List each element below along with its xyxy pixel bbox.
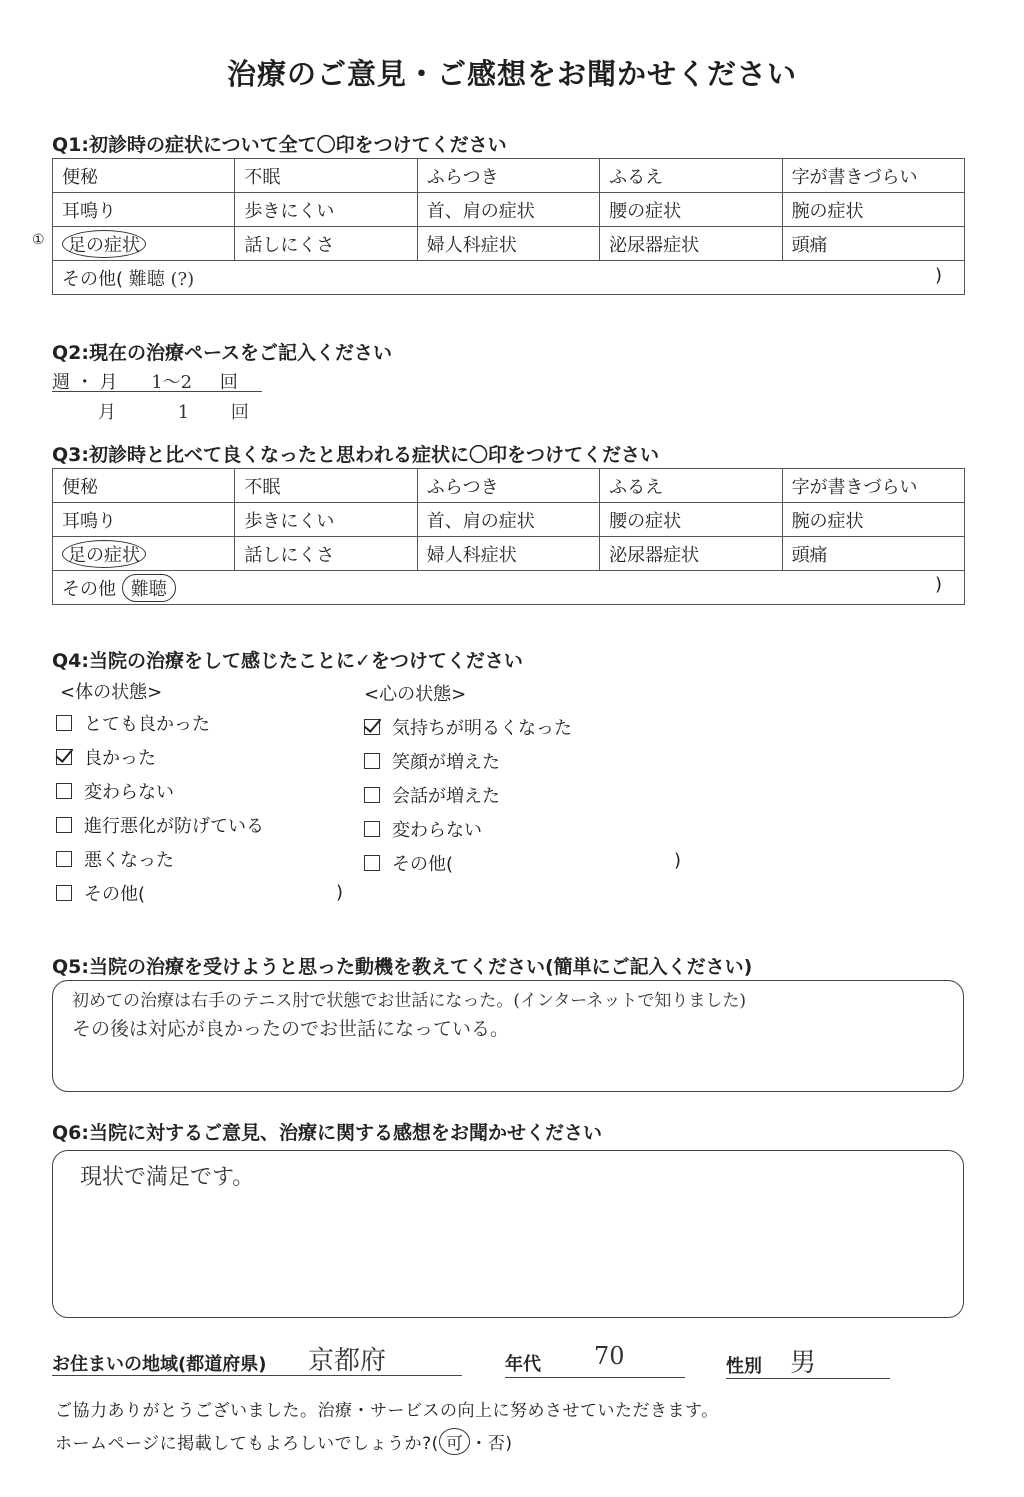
table-row: [53, 503, 965, 537]
gender-value[interactable]: 男: [790, 1348, 817, 1378]
checkbox-icon[interactable]: [364, 753, 380, 769]
q1-cell[interactable]: 首、肩の症状: [417, 193, 599, 227]
publish-sep: ・: [470, 1434, 488, 1454]
pace-dot: ・: [75, 372, 94, 393]
body-option[interactable]: [56, 880, 145, 906]
handwritten-other: 難聴: [122, 574, 176, 602]
paren-close: ): [934, 573, 942, 595]
checkbox-icon[interactable]: [56, 817, 72, 833]
pace-week: 週: [52, 372, 70, 393]
pace-value[interactable]: 1〜2: [151, 372, 193, 393]
region-label: お住まいの地域(都道府県): [52, 1354, 267, 1375]
q5-answer-line-2: その後は対応が良かったのでお世話になっている。: [72, 1018, 510, 1040]
pace-month: 月: [99, 372, 118, 393]
q3-other-cell[interactable]: [53, 571, 965, 605]
q3-cell[interactable]: 腰の症状: [600, 503, 782, 537]
q3-cell[interactable]: ふらつき: [417, 469, 599, 503]
q3-cell[interactable]: 字が書きづらい: [782, 469, 964, 503]
mind-other-close: ): [674, 850, 682, 871]
q1-cell[interactable]: 不眠: [235, 159, 417, 193]
q1-symptom-table: [52, 158, 965, 295]
q1-cell[interactable]: 婦人科症状: [417, 227, 599, 261]
q3-cell[interactable]: 話しにくさ: [235, 537, 417, 571]
q3-cell[interactable]: 泌尿器症状: [600, 537, 782, 571]
body-option[interactable]: [56, 744, 156, 770]
gender-label: 性別: [726, 1356, 762, 1377]
q1-heading: Q1:初診時の症状について全て〇印をつけてください: [52, 134, 507, 156]
checkbox-icon[interactable]: [56, 715, 72, 731]
q3-cell[interactable]: 耳鳴り: [53, 503, 235, 537]
q1-cell[interactable]: ふるえ: [600, 159, 782, 193]
q6-heading: Q6:当院に対するご意見、治療に関する感想をお聞かせください: [52, 1122, 602, 1144]
handwritten-mark: ①: [32, 232, 45, 248]
checkbox-icon[interactable]: [364, 787, 380, 803]
body-option[interactable]: [56, 710, 210, 736]
table-row: [53, 227, 965, 261]
mind-option[interactable]: [364, 850, 453, 876]
q1-cell[interactable]: 字が書きづらい: [782, 159, 964, 193]
q1-cell[interactable]: ふらつき: [417, 159, 599, 193]
option-label: 良かった: [84, 748, 156, 769]
q1-cell-selected[interactable]: [53, 227, 235, 261]
q3-cell[interactable]: 首、肩の症状: [417, 503, 599, 537]
thanks-note: ご協力ありがとうございました。治療・サービスの向上に努めさせていただきます。: [55, 1401, 719, 1421]
other-label: その他: [62, 578, 116, 600]
q1-cell[interactable]: 泌尿器症状: [600, 227, 782, 261]
selection-circle: 足の症状: [62, 230, 146, 258]
checkbox-checked-icon[interactable]: [364, 719, 380, 735]
selection-circle: 足の症状: [62, 540, 146, 568]
body-other-close: ): [336, 882, 344, 903]
q3-symptom-table: [52, 468, 965, 605]
body-state-label: <体の状態>: [60, 682, 163, 703]
handwritten-other: 難聴: [128, 268, 165, 290]
pace-underline: [52, 391, 262, 392]
q3-cell[interactable]: 歩きにくい: [235, 503, 417, 537]
age-underline: [505, 1377, 685, 1378]
region-value[interactable]: 京都府: [308, 1346, 387, 1376]
q1-other-cell[interactable]: [53, 261, 965, 295]
pace2-month: 月: [98, 402, 116, 423]
page-title: 治療のご意見・ご感想をお聞かせください: [226, 57, 797, 91]
pace-line-2: [98, 398, 249, 424]
q1-cell[interactable]: 耳鳴り: [53, 193, 235, 227]
mind-option[interactable]: [364, 714, 572, 740]
checkbox-icon[interactable]: [56, 851, 72, 867]
q2-heading: Q2:現在の治療ペースをご記入ください: [52, 342, 393, 364]
mind-option[interactable]: [364, 782, 500, 808]
paren-close: ): [934, 264, 942, 286]
option-label: その他(: [84, 884, 146, 905]
publish-question-text: ホームページに掲載してもよろしいでしょうか?(: [55, 1434, 439, 1454]
publish-question: [55, 1428, 512, 1455]
checkbox-icon[interactable]: [364, 821, 380, 837]
option-label: とても良かった: [84, 714, 210, 735]
q3-cell[interactable]: 便秘: [53, 469, 235, 503]
q1-cell[interactable]: 話しにくさ: [235, 227, 417, 261]
handwritten-other-extra: (?): [170, 268, 195, 290]
q1-cell[interactable]: 腕の症状: [782, 193, 964, 227]
mind-state-label: <心の状態>: [364, 684, 467, 705]
q1-cell[interactable]: 便秘: [53, 159, 235, 193]
age-value[interactable]: 70: [594, 1342, 625, 1370]
publish-yes-option[interactable]: 可: [439, 1428, 471, 1455]
publish-close: ): [505, 1434, 513, 1454]
table-row: [53, 469, 965, 503]
q3-cell[interactable]: 婦人科症状: [417, 537, 599, 571]
body-option[interactable]: [56, 778, 174, 804]
publish-no-option[interactable]: 否: [487, 1434, 506, 1454]
option-label: その他(: [392, 854, 454, 875]
checkbox-icon[interactable]: [56, 783, 72, 799]
table-row: [53, 193, 965, 227]
checkbox-checked-icon[interactable]: [56, 749, 72, 765]
mind-option[interactable]: [364, 748, 500, 774]
table-row: [53, 537, 965, 571]
checkbox-icon[interactable]: [56, 885, 72, 901]
option-label: 会話が増えた: [392, 786, 500, 807]
q3-heading: Q3:初診時と比べて良くなったと思われる症状に〇印をつけてください: [52, 444, 659, 466]
table-row: [53, 261, 965, 295]
q3-cell[interactable]: ふるえ: [600, 469, 782, 503]
q4-heading: Q4:当院の治療をして感じたことに✓をつけてください: [52, 650, 523, 672]
q1-cell[interactable]: 頭痛: [782, 227, 964, 261]
q6-answer: 現状で満足です。: [80, 1165, 255, 1190]
pace-unit: 回: [219, 372, 238, 393]
table-row: [53, 571, 965, 605]
pace2-value: 1: [177, 402, 190, 423]
q5-heading: Q5:当院の治療を受けようと思った動機を教えてください(簡単にご記入ください): [52, 956, 753, 978]
q3-cell[interactable]: 腕の症状: [782, 503, 964, 537]
q3-cell[interactable]: 頭痛: [782, 537, 964, 571]
body-option[interactable]: [56, 846, 174, 872]
option-label: 変わらない: [392, 820, 482, 841]
checkbox-icon[interactable]: [364, 855, 380, 871]
q5-answer-line-1: 初めての治療は右手のテニス肘で状態でお世話になった。(インターネットで知りました): [72, 991, 747, 1011]
other-label: その他(: [62, 268, 124, 290]
gender-underline: [726, 1378, 890, 1379]
region-underline: [52, 1375, 462, 1376]
q3-cell-selected[interactable]: [53, 537, 235, 571]
mind-option[interactable]: [364, 816, 482, 842]
pace2-unit: 回: [230, 402, 249, 423]
q3-cell[interactable]: 不眠: [235, 469, 417, 503]
age-label: 年代: [505, 1354, 541, 1375]
body-option[interactable]: [56, 812, 264, 838]
q1-cell[interactable]: 腰の症状: [600, 193, 782, 227]
option-label: 変わらない: [84, 782, 174, 803]
option-label: 気持ちが明るくなった: [392, 718, 572, 739]
option-label: 笑顔が増えた: [392, 752, 500, 773]
table-row: [53, 159, 965, 193]
q1-cell[interactable]: 歩きにくい: [235, 193, 417, 227]
option-label: 悪くなった: [84, 850, 174, 871]
option-label: 進行悪化が防げている: [84, 816, 264, 837]
